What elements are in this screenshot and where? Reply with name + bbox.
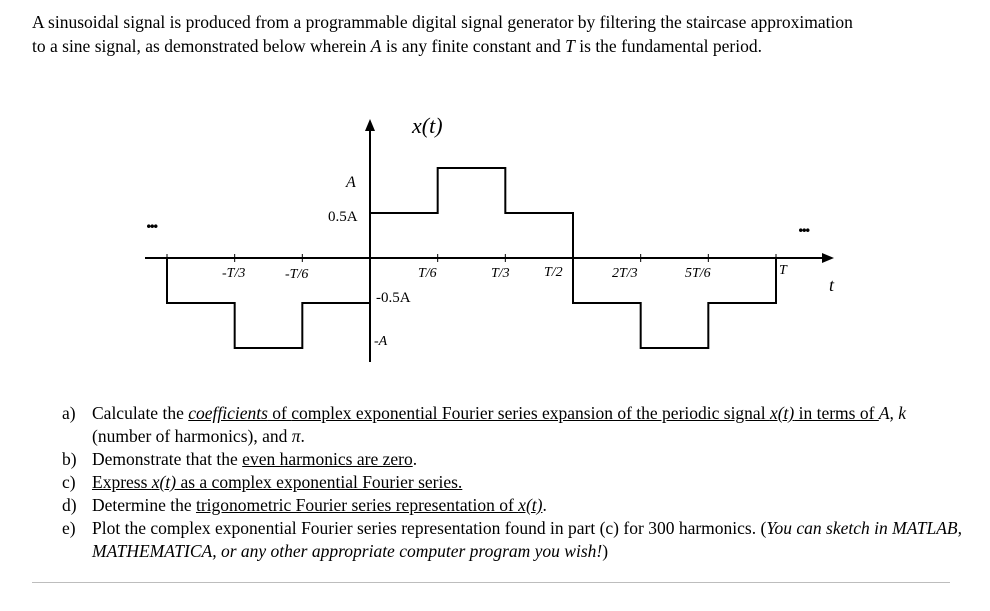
question-b: b) Demonstrate that the even harmonics are zero. (62, 449, 418, 469)
intro-line-2: to a sine signal, as demonstrated below wherein A is any finite constant and T is the fundamental period. (32, 36, 762, 56)
tick-label-T6: T/6 (418, 266, 437, 281)
t-axis-arrow (822, 253, 834, 263)
question-a: a) Calculate the coefficients of complex exponential Fourier series expansion of the periodic signal x(t) in terms of A, k (number of harmonics), and π. (62, 403, 907, 446)
tick-label-T2: T/2 (544, 265, 563, 280)
tick-label-5T6: 5T/6 (685, 266, 711, 281)
var-T: T (565, 36, 575, 56)
y-label-0.5A: 0.5A (328, 209, 358, 225)
question-d: d) Determine the trigonometric Fourier series representation of x(t). (62, 495, 547, 515)
y-label-A: A (346, 174, 356, 191)
question-list (62, 402, 962, 563)
tick-label-minus-T3: -T/3 (222, 266, 246, 281)
x-tick-labels (222, 265, 711, 282)
tick-label-T: T (779, 263, 787, 278)
continuation-dots-right: ... (798, 212, 809, 237)
tick-label-minus-T6: -T/6 (285, 267, 309, 282)
chart-title: x(t) (412, 113, 443, 138)
question-c: c) Express x(t) as a complex exponential Fourier series. (62, 472, 463, 492)
var-A: A (370, 36, 382, 56)
continuation-dots-left: ... (146, 208, 157, 233)
vertical-axis-arrow (365, 119, 375, 131)
y-label-minus-0.5A: -0.5A (376, 290, 411, 306)
question-e: e) Plot the complex exponential Fourier series representation found in part (c) for 300 harmonics. (You can sketch in MATLAB, MATHEMATICA, or any other appropriate computer program you wish!) (62, 518, 962, 561)
y-label-minus-A: -A (374, 334, 388, 349)
intro-line-1: A sinusoidal signal is produced from a programmable digital signal generator by filtering the staircase approximation (32, 12, 853, 32)
bottom-divider (32, 582, 950, 583)
tick-label-2T3: 2T/3 (612, 266, 638, 281)
tick-label-T3: T/3 (491, 266, 510, 281)
t-axis-label: t (829, 275, 835, 295)
